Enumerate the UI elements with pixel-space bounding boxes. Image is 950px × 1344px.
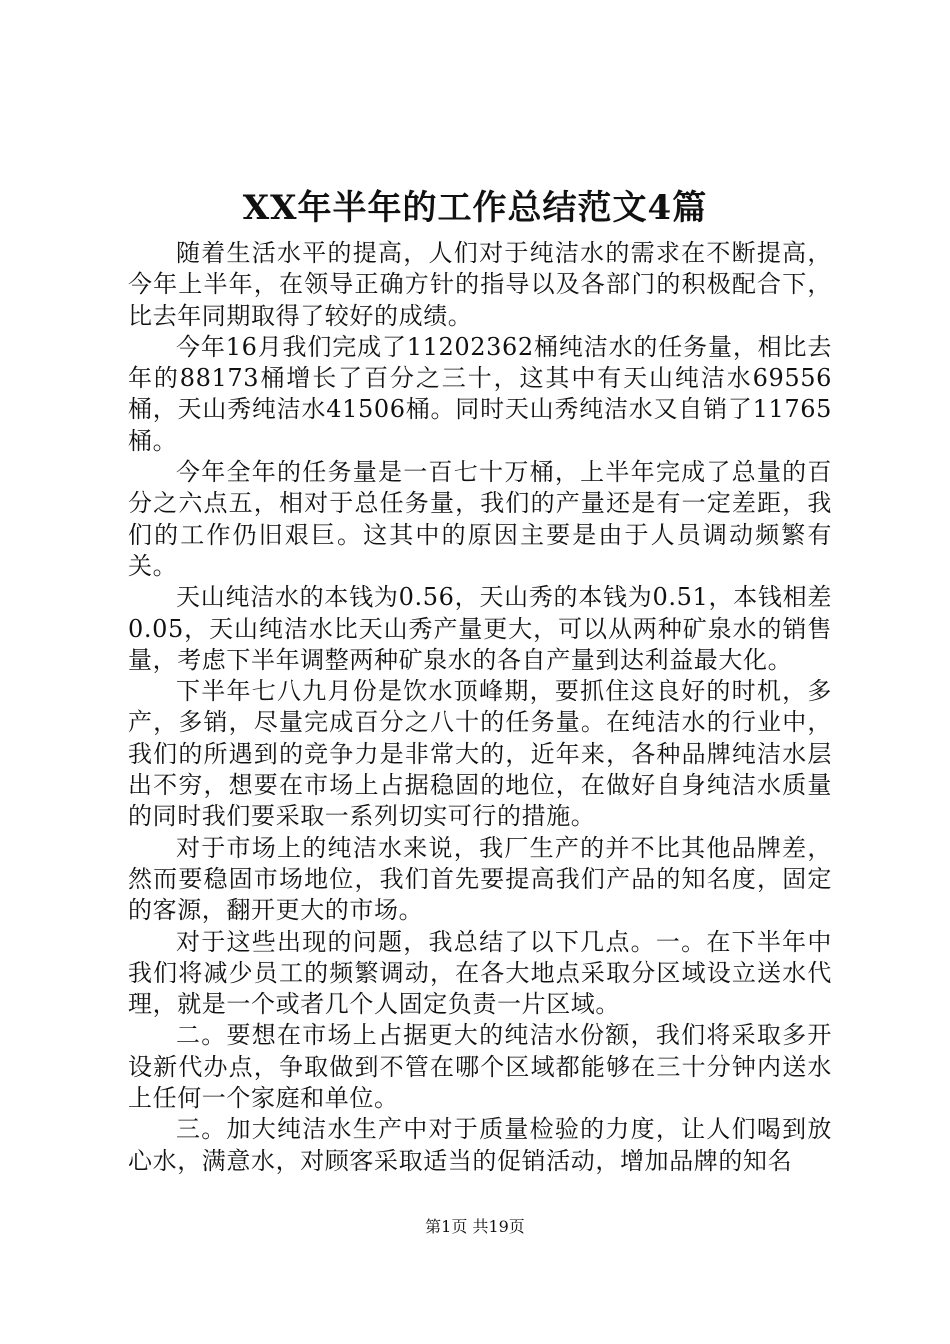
paragraph-4: 天山纯洁水的本钱为0.56，天山秀的本钱为0.51，本钱相差0.05，天山纯洁水比天山秀产量更大，可以从两种矿泉水的销售量，考虑下半年调整两种矿泉水的各自产量到达利益最大化。 [128,583,832,674]
document-body [128,238,832,1177]
paragraph-1: 随着生活水平的提高，人们对于纯洁水的需求在不断提高，今年上半年，在领导正确方针的指导以及各部门的积极配合下，比去年同期取得了较好的成绩。 [128,239,832,330]
document-title: XX年半年的工作总结范文4篇 [242,188,708,228]
paragraph-3: 今年全年的任务量是一百七十万桶，上半年完成了总量的百分之六点五，相对于总任务量，我们的产量还是有一定差距，我们的工作仍旧艰巨。这其中的原因主要是由于人员调动频繁有关。 [128,458,832,580]
paragraph-8: 二。要想在市场上占据更大的纯洁水份额，我们将采取多开设新代办点，争取做到不管在哪个区域都能够在三十分钟内送水上任何一个家庭和单位。 [128,1021,832,1113]
paragraph-5: 下半年七八九月份是饮水顶峰期，要抓住这良好的时机，多产，多销，尽量完成百分之八十的任务量。在纯洁水的行业中，我们的所遇到的竞争力是非常大的，近年来，各种品牌纯洁水层出不穷，想要在市场上占据稳固的地位，在做好自身纯洁水质量的同时我们要采取一系列切实可行的措施。 [128,677,832,831]
paragraph-7: 对于这些出现的问题，我总结了以下几点。一。在下半年中我们将减少员工的频繁调动，在各大地点采取分区域设立送水代理，就是一个或者几个人固定负责一片区域。 [128,927,832,1019]
paragraph-6: 对于市场上的纯洁水来说，我厂生产的并不比其他品牌差，然而要稳固市场地位，我们首先要提高我们产品的知名度，固定的客源，翻开更大的市场。 [128,833,832,925]
paragraph-2: 今年16月我们完成了11202362桶纯洁水的任务量，相比去年的88173桶增长了百分之三十，这其中有天山纯洁水69556桶，天山秀纯洁水41506桶。同时天山秀纯洁水又自销了11765桶。 [128,332,832,455]
page-number-footer: 第1页 共19页 [425,1217,525,1236]
paragraph-9: 三。加大纯洁水生产中对于质量检验的力度，让人们喝到放心水，满意水，对顾客采取适当的促销活动，增加品牌的知名 [128,1115,832,1175]
